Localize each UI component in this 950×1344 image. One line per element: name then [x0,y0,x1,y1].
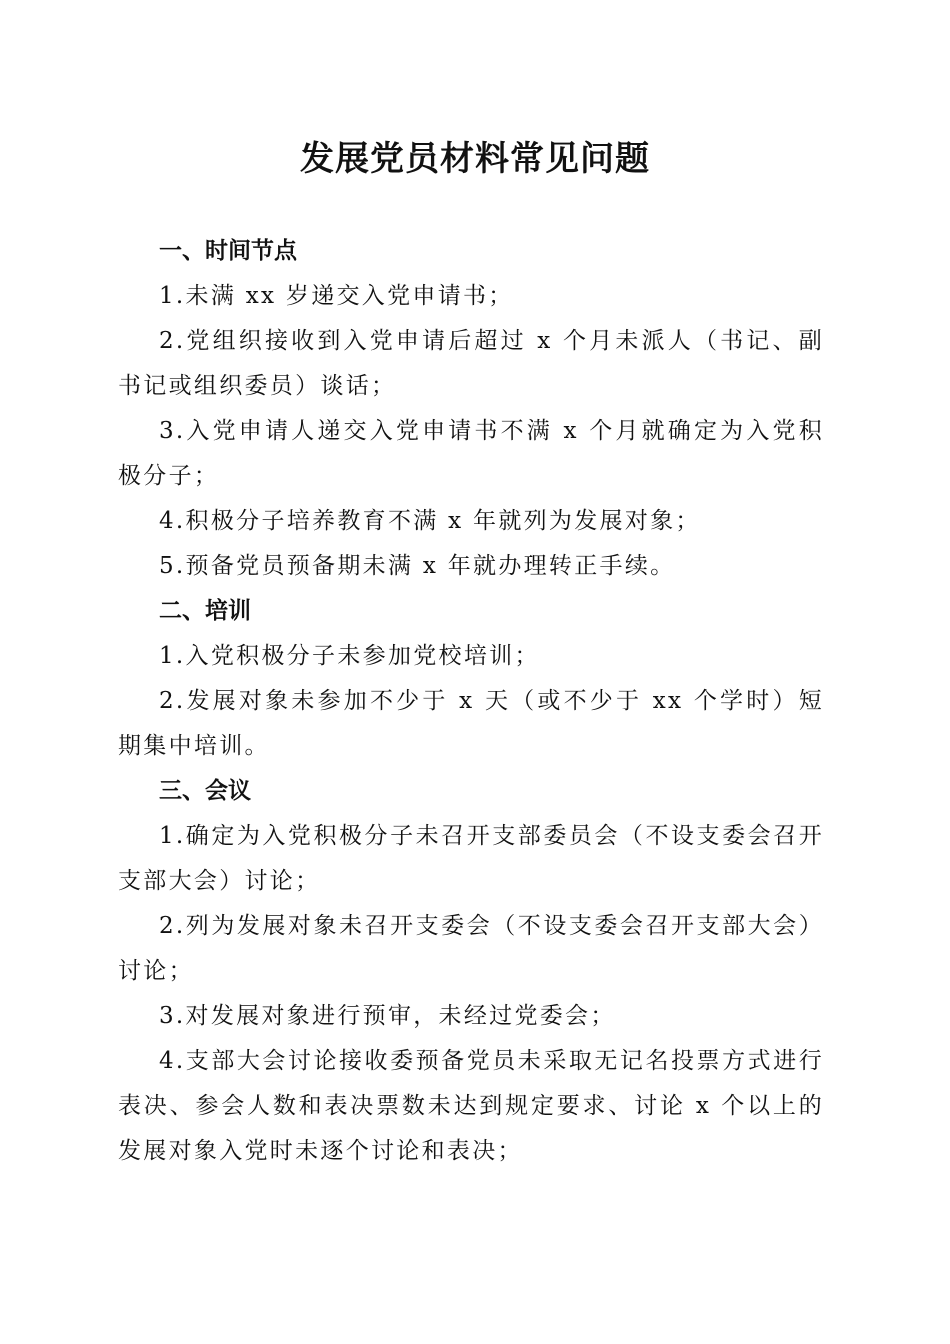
list-item: 2.发展对象未参加不少于 x 天（或不少于 xx 个学时）短期集中培训。 [118,688,824,759]
document-body [118,229,824,1174]
section-time-nodes [118,229,824,589]
section-heading: 三、会议 [159,778,251,804]
list-item: 2.列为发展对象未召开支委会（不设支委会召开支部大会）讨论； [118,913,824,984]
list-item: 4.积极分子培养教育不满 x 年就列为发展对象； [159,508,701,534]
list-item: 3.对发展对象进行预审，未经过党委会； [159,1003,616,1029]
section-heading: 一、时间节点 [159,238,297,264]
page-title: 发展党员材料常见问题 [300,139,650,179]
section-training [118,589,824,769]
section-heading: 二、培训 [159,598,251,624]
list-item: 1.未满 xx 岁递交入党申请书； [159,283,514,309]
list-item: 1.确定为入党积极分子未召开支部委员会（不设支委会召开支部大会）讨论； [118,823,824,894]
list-item: 5.预备党员预备期未满 x 年就办理转正手续。 [159,553,676,579]
list-item: 2.党组织接收到入党申请后超过 x 个月未派人（书记、副书记或组织委员）谈话； [118,328,824,399]
list-item: 4.支部大会讨论接收委预备党员未采取无记名投票方式进行表决、参会人数和表决票数未达到规定要求、讨论 x 个以上的发展对象入党时未逐个讨论和表决； [118,1048,824,1164]
list-item: 3.入党申请人递交入党申请书不满 x 个月就确定为入党积极分子； [118,418,824,489]
section-meetings [118,769,824,1174]
list-item: 1.入党积极分子未参加党校培训； [159,643,540,669]
